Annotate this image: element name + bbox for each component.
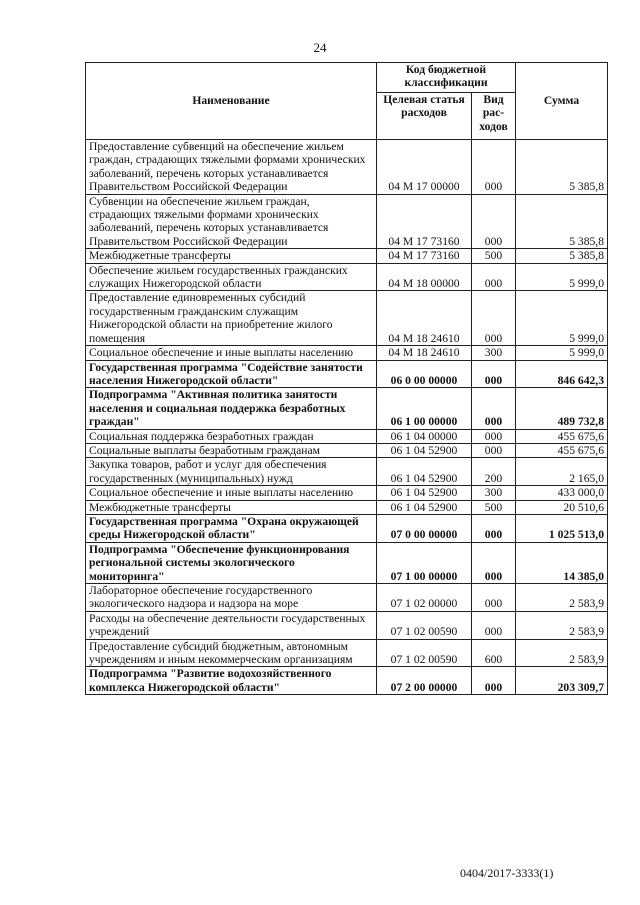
cell-name: Подпрограмма "Активная политика занятости населения и социальная поддержка безработных граждан" bbox=[86, 388, 377, 429]
cell-target-article: 04 М 17 73160 bbox=[377, 194, 472, 249]
cell-name: Предоставление субвенций на обеспечение жильем граждан, страдающих тяжелыми формами хронических заболеваний, перечень которых устанавливается Правительством Российской Федерации bbox=[86, 140, 377, 195]
cell-target-article: 07 1 02 00590 bbox=[377, 639, 472, 667]
cell-name: Социальное обеспечение и иные выплаты населению bbox=[86, 346, 377, 360]
cell-sum: 5 999,0 bbox=[516, 291, 608, 346]
cell-sum: 20 510,6 bbox=[516, 500, 608, 514]
cell-target-article: 06 1 04 52900 bbox=[377, 458, 472, 486]
cell-expense-kind: 000 bbox=[472, 611, 516, 639]
table-row bbox=[86, 500, 608, 514]
cell-sum: 433 000,0 bbox=[516, 486, 608, 500]
cell-sum: 2 583,9 bbox=[516, 639, 608, 667]
cell-name: Социальное обеспечение и иные выплаты населению bbox=[86, 486, 377, 500]
cell-expense-kind: 000 bbox=[472, 542, 516, 583]
cell-target-article: 04 М 18 24610 bbox=[377, 291, 472, 346]
cell-expense-kind: 000 bbox=[472, 429, 516, 443]
table-row bbox=[86, 429, 608, 443]
cell-target-article: 06 1 04 52900 bbox=[377, 486, 472, 500]
cell-expense-kind: 300 bbox=[472, 346, 516, 360]
cell-name: Расходы на обеспечение деятельности государственных учреждений bbox=[86, 611, 377, 639]
cell-name: Государственная программа "Охрана окружающей среды Нижегородской области" bbox=[86, 514, 377, 542]
cell-expense-kind: 000 bbox=[472, 584, 516, 612]
table-row bbox=[86, 140, 608, 195]
cell-target-article: 04 М 18 24610 bbox=[377, 346, 472, 360]
cell-target-article: 07 0 00 00000 bbox=[377, 514, 472, 542]
cell-sum: 455 675,6 bbox=[516, 443, 608, 457]
cell-sum: 5 999,0 bbox=[516, 346, 608, 360]
budget-table bbox=[85, 62, 608, 695]
cell-expense-kind: 000 bbox=[472, 443, 516, 457]
cell-sum: 2 583,9 bbox=[516, 584, 608, 612]
header-name: Наименование bbox=[86, 63, 377, 140]
cell-name: Подпрограмма "Развитие водохозяйственного комплекса Нижегородской области" bbox=[86, 667, 377, 695]
document-code: 0404/2017-3333(1) bbox=[460, 866, 554, 880]
table-row bbox=[86, 542, 608, 583]
table-row bbox=[86, 360, 608, 388]
cell-expense-kind: 500 bbox=[472, 249, 516, 263]
cell-sum: 203 309,7 bbox=[516, 667, 608, 695]
cell-expense-kind: 000 bbox=[472, 291, 516, 346]
cell-name: Субвенции на обеспечение жильем граждан, страдающих тяжелыми формами хронических заболеваний, перечень которых устанавливается Правительством Российской Федерации bbox=[86, 194, 377, 249]
header-code-group: Код бюджетной классификации bbox=[377, 63, 516, 93]
cell-name: Предоставление единовременных субсидий государственным гражданским служащим Нижегородской области на приобретение жилого помещения bbox=[86, 291, 377, 346]
cell-sum: 5 385,8 bbox=[516, 194, 608, 249]
cell-target-article: 06 0 00 00000 bbox=[377, 360, 472, 388]
cell-target-article: 07 1 00 00000 bbox=[377, 542, 472, 583]
cell-sum: 5 385,8 bbox=[516, 249, 608, 263]
table-row bbox=[86, 388, 608, 429]
cell-target-article: 06 1 04 52900 bbox=[377, 500, 472, 514]
cell-sum: 1 025 513,0 bbox=[516, 514, 608, 542]
cell-expense-kind: 500 bbox=[472, 500, 516, 514]
cell-sum: 5 999,0 bbox=[516, 263, 608, 291]
cell-target-article: 07 1 02 00590 bbox=[377, 611, 472, 639]
header-target-article: Целевая статья расходов bbox=[377, 93, 472, 140]
cell-target-article: 06 1 04 00000 bbox=[377, 429, 472, 443]
table-row bbox=[86, 443, 608, 457]
cell-name: Межбюджетные трансферты bbox=[86, 500, 377, 514]
table-row bbox=[86, 291, 608, 346]
cell-target-article: 04 М 17 73160 bbox=[377, 249, 472, 263]
cell-expense-kind: 000 bbox=[472, 360, 516, 388]
cell-expense-kind: 000 bbox=[472, 194, 516, 249]
page-number: 24 bbox=[313, 40, 327, 55]
cell-name: Закупка товаров, работ и услуг для обеспечения государственных (муниципальных) нужд bbox=[86, 458, 377, 486]
cell-name: Обеспечение жильем государственных гражданских служащих Нижегородской области bbox=[86, 263, 377, 291]
cell-expense-kind: 000 bbox=[472, 140, 516, 195]
table-row bbox=[86, 639, 608, 667]
cell-name: Социальные выплаты безработным гражданам bbox=[86, 443, 377, 457]
table-row bbox=[86, 611, 608, 639]
cell-target-article: 06 1 04 52900 bbox=[377, 443, 472, 457]
cell-sum: 455 675,6 bbox=[516, 429, 608, 443]
header-sum: Сумма bbox=[516, 63, 608, 140]
cell-sum: 846 642,3 bbox=[516, 360, 608, 388]
cell-sum: 14 385,0 bbox=[516, 542, 608, 583]
table-row bbox=[86, 514, 608, 542]
table-row bbox=[86, 667, 608, 695]
cell-target-article: 04 М 17 00000 bbox=[377, 140, 472, 195]
cell-sum: 489 732,8 bbox=[516, 388, 608, 429]
cell-expense-kind: 000 bbox=[472, 667, 516, 695]
cell-expense-kind: 300 bbox=[472, 486, 516, 500]
table-body bbox=[86, 140, 608, 695]
cell-sum: 2 583,9 bbox=[516, 611, 608, 639]
table-row bbox=[86, 194, 608, 249]
table-row bbox=[86, 584, 608, 612]
cell-sum: 5 385,8 bbox=[516, 140, 608, 195]
cell-expense-kind: 600 bbox=[472, 639, 516, 667]
cell-expense-kind: 000 bbox=[472, 514, 516, 542]
cell-target-article: 04 М 18 00000 bbox=[377, 263, 472, 291]
cell-name: Государственная программа "Содействие занятости населения Нижегородской области" bbox=[86, 360, 377, 388]
cell-target-article: 07 1 02 00000 bbox=[377, 584, 472, 612]
cell-target-article: 07 2 00 00000 bbox=[377, 667, 472, 695]
cell-name: Лабораторное обеспечение государственного экологического надзора и надзора на море bbox=[86, 584, 377, 612]
table-row bbox=[86, 249, 608, 263]
table-row bbox=[86, 458, 608, 486]
cell-name: Подпрограмма "Обеспечение функционирования региональной системы экологического мониторинга" bbox=[86, 542, 377, 583]
cell-expense-kind: 000 bbox=[472, 388, 516, 429]
cell-name: Предоставление субсидий бюджетным, автономным учреждениям и иным некоммерческим организациям bbox=[86, 639, 377, 667]
cell-target-article: 06 1 00 00000 bbox=[377, 388, 472, 429]
cell-expense-kind: 200 bbox=[472, 458, 516, 486]
table-row bbox=[86, 263, 608, 291]
header-expense-kind: Вид рас-ходов bbox=[472, 93, 516, 140]
cell-name: Социальная поддержка безработных граждан bbox=[86, 429, 377, 443]
table-row bbox=[86, 486, 608, 500]
cell-sum: 2 165,0 bbox=[516, 458, 608, 486]
cell-expense-kind: 000 bbox=[472, 263, 516, 291]
table-row bbox=[86, 346, 608, 360]
cell-name: Межбюджетные трансферты bbox=[86, 249, 377, 263]
